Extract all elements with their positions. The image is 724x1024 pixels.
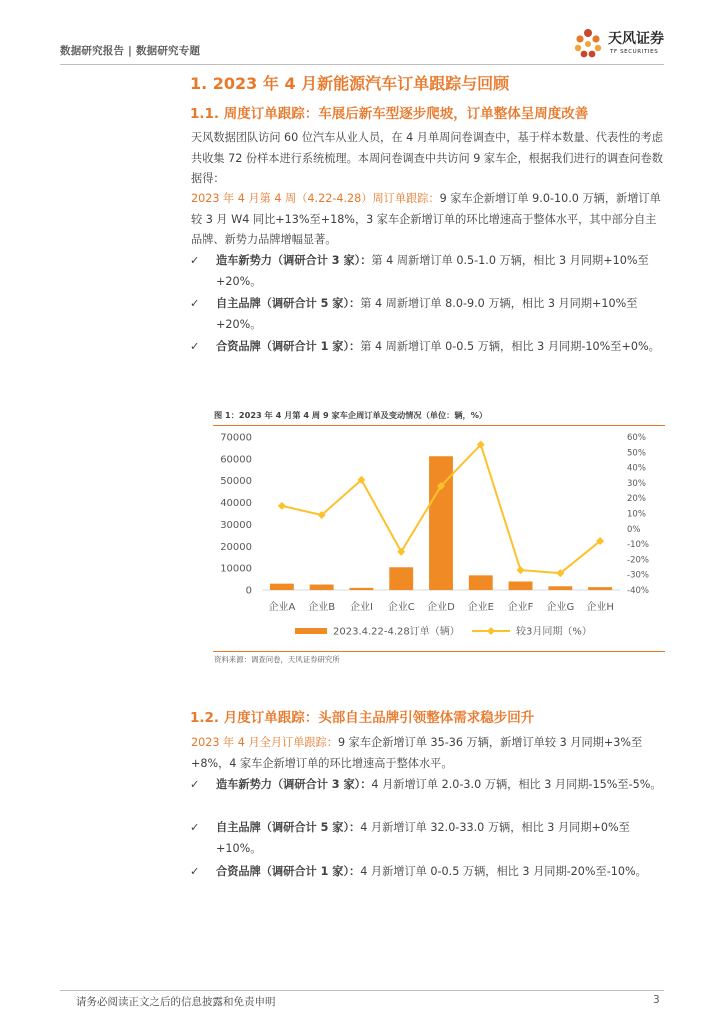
bullet-text: 4 月新增订单 0-0.5 万辆，相比 3 月同期-20%至-10%。 (360, 865, 647, 878)
line-point (517, 566, 525, 574)
category-label: 企业F (507, 602, 534, 613)
header-divider (60, 64, 664, 65)
brand-logo (570, 24, 680, 64)
checkmark-icon: ✓ (190, 254, 200, 267)
bar (389, 567, 413, 590)
page-number: 3 (653, 994, 660, 1006)
right-axis-tick-label: -30% (627, 570, 649, 581)
category-label: 企业G (546, 602, 575, 613)
bar (588, 587, 612, 590)
bullet-label: 合资品牌（调研合计 1 家）： (216, 865, 361, 878)
checkmark-icon: ✓ (190, 821, 200, 834)
figure-title: 图 1：2023 年 4 月第 4 周 9 家车企周订单及变动情况（单位：辆，%） (214, 410, 488, 420)
checkmark-icon: ✓ (190, 297, 200, 310)
figure-source: 资料来源：调查问卷，天风证券研究所 (214, 655, 340, 664)
footer-divider (60, 990, 664, 991)
right-axis-tick-label: 50% (627, 448, 646, 459)
intro-paragraph: 天风数据团队访问 60 位汽车从业人员，在 4 月单周问卷调查中，基于样本数量、代表性的考虑共收集 72 份样本进行系统梳理。本周问卷调查中共访问 9 家车企，根据我们进行的调查问卷数据得： (191, 131, 663, 185)
bar (270, 584, 294, 590)
category-label: 企业D (427, 602, 455, 613)
right-axis-tick-label: 60% (627, 433, 646, 443)
brand-name-en: TF SECURITIES (610, 49, 659, 55)
bullet-label: 造车新势力（调研合计 3 家）： (216, 254, 372, 267)
monthly-lead: 2023 年 4 月全月订单跟踪： (191, 736, 338, 749)
orders-combo-chart (212, 426, 666, 650)
brand-name-cn: 天风证券 (608, 31, 664, 47)
legend-bar-swatch (295, 628, 327, 634)
list-item (190, 251, 666, 292)
right-axis-tick-label: 30% (627, 478, 646, 489)
weekly-lead: 2023 年 4 月第 4 周（4.22-4.28）周订单跟踪： (191, 192, 440, 205)
legend-line-marker (487, 627, 495, 635)
category-label: 企业I (349, 602, 373, 613)
bar (310, 585, 334, 590)
right-axis-tick-label: 0% (627, 524, 641, 535)
right-axis-tick-label: 40% (627, 463, 646, 474)
list-item (190, 775, 666, 816)
figure-bottom-rule (213, 651, 665, 652)
report-type-label: 数据研究报告 | 数据研究专题 (60, 45, 201, 57)
line-point (278, 502, 286, 510)
bar (548, 586, 572, 590)
category-label: 企业H (586, 602, 614, 613)
bar (509, 581, 533, 590)
category-label: 企业C (387, 602, 415, 613)
bullet-text: 第 4 周新增订单 0.5-1.0 万辆，相比 3 月同期+10%至+20%。 (216, 254, 649, 288)
left-axis-tick-label: 10000 (220, 563, 252, 575)
legend-bar-label: 2023.4.22-4.28订单（辆） (333, 626, 460, 638)
left-axis-tick-label: 60000 (220, 454, 252, 466)
bullet-label: 合资品牌（调研合计 1 家）： (216, 340, 361, 353)
list-item (190, 862, 666, 884)
bullet-text: 4 月新增订单 32.0-33.0 万辆，相比 3 月同期+0%至+10%。 (216, 821, 630, 855)
footer-disclaimer: 请务必阅读正文之后的信息披露和免责申明 (76, 996, 276, 1008)
checkmark-icon: ✓ (190, 340, 200, 353)
bullet-text: 第 4 周新增订单 0-0.5 万辆，相比 3 月同期-10%至+0%。 (360, 340, 660, 353)
right-axis-tick-label: -10% (627, 540, 649, 551)
left-axis-tick-label: 70000 (220, 432, 252, 444)
bar (469, 575, 493, 590)
left-axis-tick-label: 30000 (220, 519, 252, 531)
bar (350, 588, 374, 590)
subsection-title-monthly: 1.2. 月度订单跟踪：头部自主品牌引领整体需求稳步回升 (190, 710, 535, 726)
monthly-summary-text: 9 家车企新增订单 35-36 万辆，新增订单较 3 月同期+3%至+8%，4 家车企新增订单的环比增速高于整体水平。 (191, 736, 643, 770)
bullet-text: 第 4 周新增订单 8.0-9.0 万辆，相比 3 月同期+10%至+20%。 (216, 297, 638, 331)
left-axis-tick-label: 40000 (220, 498, 252, 510)
legend-line-label: 较3月同期（%） (516, 626, 592, 638)
list-item (190, 337, 666, 378)
flower-logo-icon (570, 24, 606, 64)
subsection-title-weekly: 1.1. 周度订单跟踪：车展后新车型逐步爬坡，订单整体呈周度改善 (190, 106, 589, 122)
list-item (190, 818, 666, 859)
list-item (190, 294, 666, 335)
category-label: 企业B (308, 602, 336, 613)
right-axis-tick-label: 20% (627, 494, 646, 505)
bullet-label: 自主品牌（调研合计 5 家）： (216, 821, 361, 834)
left-axis-tick-label: 0 (245, 585, 252, 597)
weekly-summary-paragraph (191, 189, 666, 251)
left-axis-tick-label: 50000 (220, 476, 252, 488)
checkmark-icon: ✓ (190, 865, 200, 878)
right-axis-tick-label: 10% (627, 509, 646, 520)
right-axis-tick-label: -20% (627, 555, 649, 566)
left-axis-tick-label: 20000 (220, 541, 252, 553)
bullet-label: 造车新势力（调研合计 3 家）： (216, 778, 372, 791)
category-label: 企业E (467, 602, 494, 613)
section-title: 1. 2023 年 4 月新能源汽车订单跟踪与回顾 (190, 74, 510, 93)
weekly-summary-text: 9 家车企新增订单 9.0-10.0 万辆，新增订单较 3 月 W4 同比+13%至+18%，3 家车企新增订单的环比增速高于整体水平，其中部分自主品牌、新势力品牌增幅显著。 (191, 192, 661, 246)
checkmark-icon: ✓ (190, 778, 200, 791)
bullet-label: 自主品牌（调研合计 5 家）： (216, 297, 361, 310)
monthly-summary-paragraph (191, 733, 666, 774)
bullet-text: 4 月新增订单 2.0-3.0 万辆，相比 3 月同期-15%至-5%。 (371, 778, 662, 791)
right-axis-tick-label: -40% (627, 586, 649, 596)
category-label: 企业A (268, 602, 296, 613)
